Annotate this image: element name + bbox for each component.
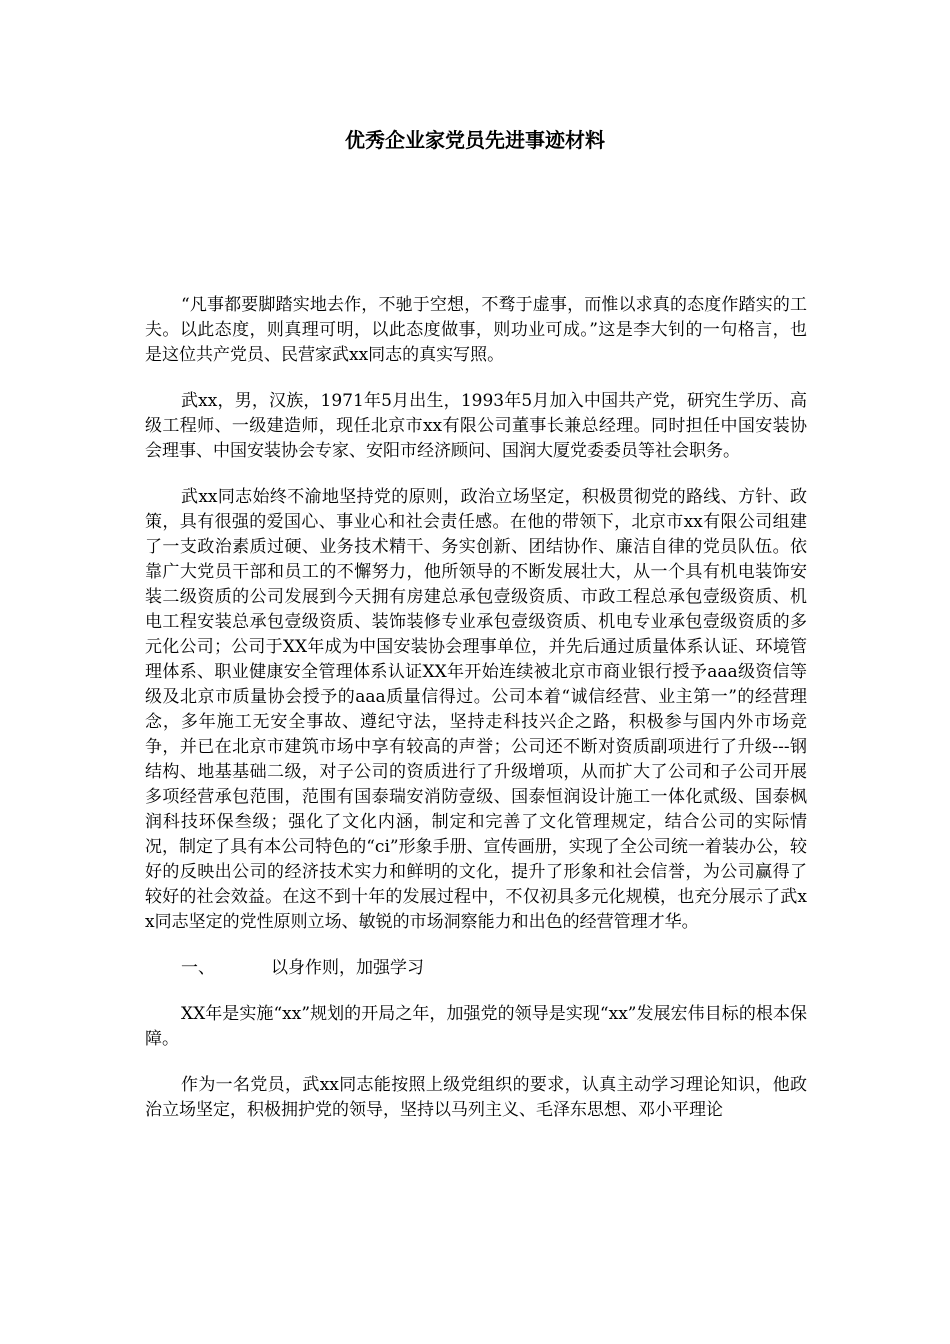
paragraph-plan: XX年是实施“xx”规划的开局之年，加强党的领导是实现“xx”发展宏伟目标的根本保障。 [145,1004,807,1049]
section-heading-one [145,956,807,981]
paragraph-quote: “凡事都要脚踏实地去作，不驰于空想，不骛于虚事，而惟以求真的态度作踏实的工夫。以此态度，则真理可明，以此态度做事，则功业可成。”这是李大钊的一句格言，也是这位共产党员、民营家武xx同志的真实写照。 [145,295,807,365]
section-number: 一、 [181,958,215,978]
document-title: 优秀企业家党员先进事迹材料 [345,128,605,152]
paragraph-achievements: 武xx同志始终不渝地坚持党的原则，政治立场坚定，积极贯彻党的路线、方针、政策，具有很强的爱国心、事业心和社会责任感。在他的带领下，北京市xx有限公司组建了一支政治素质过硬、业务技术精干、务实创新、团结协作、廉洁自律的党员队伍。依靠广大党员干部和员工的不懈努力，他所领导的不断发展壮大，从一个具有机电装饰安装二级资质的公司发展到今天拥有房建总承包壹级资质、市政工程总承包壹级资质、机电工程安装总承包壹级资质、装饰装修专业承包壹级资质、机电专业承包壹级资质的多元化公司；公司于XX年成为中国安装协会理事单位，并先后通过质量体系认证、环境管理体系、职业健康安全管理体系认证XX年开始连续被北京市商业银行授予aaa级资信等级及北京市质量协会授予的aaa质量信得过。公司本着“诚信经营、业主第一”的经营理念，多年施工无安全事故、遵纪守法，坚持走科技兴企之路，积极参与国内外市场竞争，并已在北京市建筑市场中享有较高的声誉；公司还不断对资质副项进行了升级---钢结构、地基基础二级，对子公司的资质进行了升级增项，从而扩大了公司和子公司开展多项经营承包范围，范围有国泰瑞安消防壹级、国泰恒润设计施工一体化贰级、国泰枫润科技环保叁级；强化了文化内涵，制定和完善了文化管理规定，结合公司的实际情况，制定了具有本公司特色的“ci”形象手册、宣传画册，实现了全公司统一着装办公，较好的反映出公司的经济技术实力和鲜明的文化，提升了形象和社会信誉，为公司赢得了较好的社会效益。在这不到十年的发展过程中，不仅初具多元化规模，也充分展示了武xx同志坚定的党性原则立场、敏锐的市场洞察能力和出色的经营管理才华。 [145,487,807,932]
document-body [145,293,807,1144]
section-heading-text: 以身作则，加强学习 [271,958,424,978]
paragraph-biography: 武xx，男，汉族，1971年5月出生，1993年5月加入中国共产党，研究生学历、高级工程师、一级建造师，现任北京市xx有限公司董事长兼总经理。同时担任中国安装协会理事、中国安装协会专家、安阳市经济顾问、国润大厦党委委员等社会职务。 [145,391,807,461]
paragraph-study: 作为一名党员，武xx同志能按照上级党组织的要求，认真主动学习理论知识，他政治立场坚定，积极拥护党的领导，坚持以马列主义、毛泽东思想、邓小平理论 [145,1075,807,1120]
